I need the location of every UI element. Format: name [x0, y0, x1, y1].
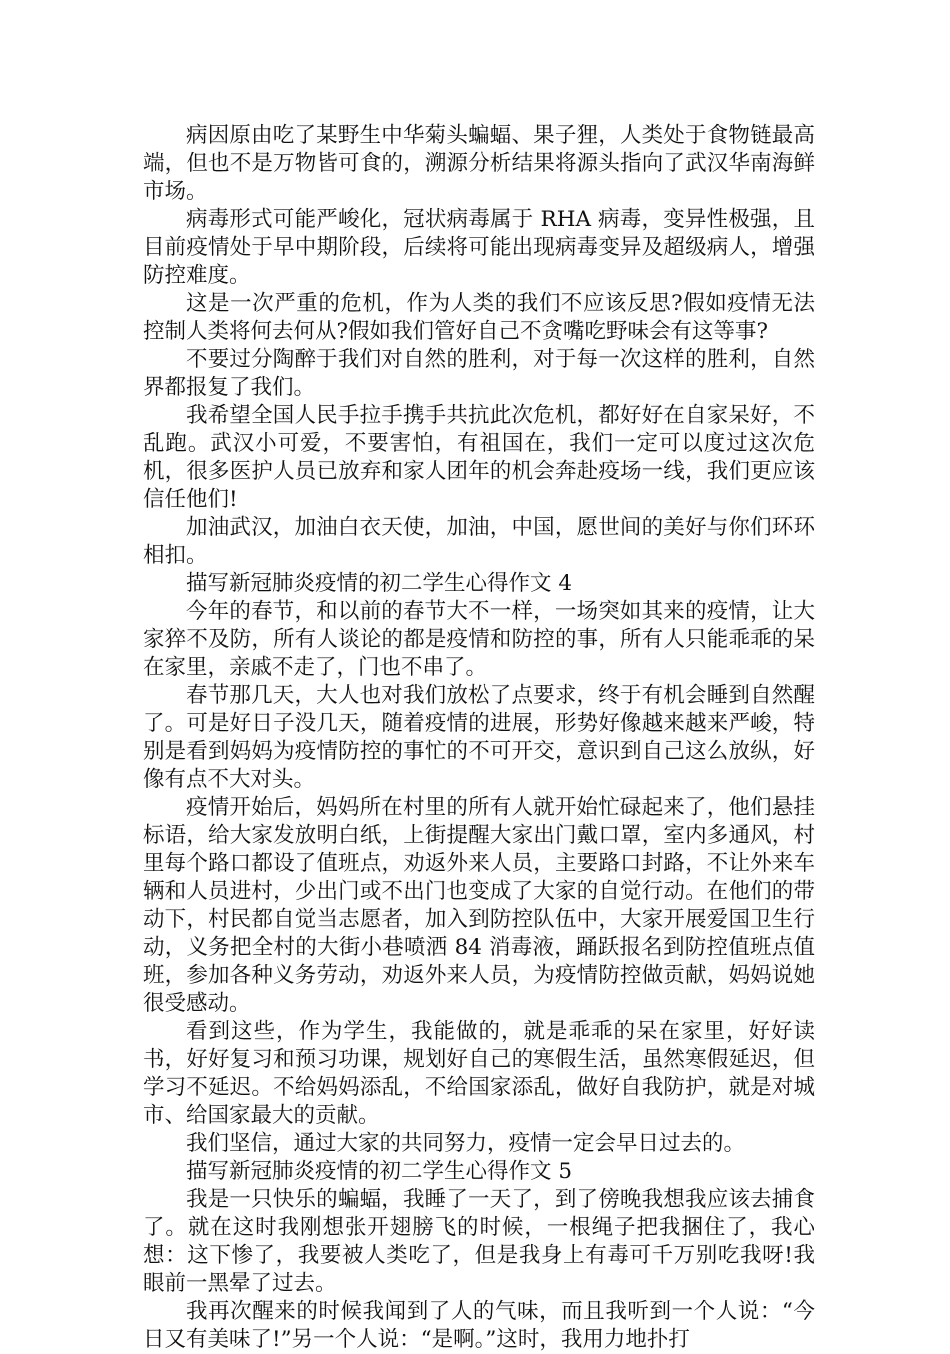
paragraph: 我是一只快乐的蝙蝠，我睡了一天了，到了傍晚我想我应该去捕食了。就在这时我刚想张开翅膀飞的时候，一根绳子把我捆住了，我心想：这下惨了，我要被人类吃了，但是我身上有毒可千万别吃我呀!我眼前一黑晕了过去。 — [143, 1187, 815, 1296]
paragraph: 我们坚信，通过大家的共同努力，疫情一定会早日过去的。 — [186, 1131, 746, 1156]
essay-5-heading: 描写新冠肺炎疫情的初二学生心得作文 5 — [186, 1159, 573, 1184]
paragraph: 病因原由吃了某野生中华菊头蝙蝠、果子狸，人类处于食物链最高端，但也不是万物皆可食的，溯源分析结果将源头指向了武汉华南海鲜市场。 — [143, 123, 815, 204]
paragraph: 疫情开始后，妈妈所在村里的所有人就开始忙碌起来了，他们悬挂标语，给大家发放明白纸，上街提醒大家出门戴口罩，室内多通风，村里每个路口都设了值班点，劝返外来人员，主要路口封路，不让外来车辆和人员进村，少出门或不出门也变成了大家的自觉行动。在他们的带动下，村民都自觉当志愿者，加入到防控队伍中，大家开展爱国卫生行动，义务把全村的大街小巷喷洒 84 消毒液，踊跃报名到防控值班点值班，参加各种义务劳动，劝返外来人员，为疫情防控做贡献，妈妈说她很受感动。 — [143, 795, 815, 1016]
paragraph: 不要过分陶醉于我们对自然的胜利，对于每一次这样的胜利，自然界都报复了我们。 — [143, 347, 815, 400]
paragraph: 我希望全国人民手拉手携手共抗此次危机，都好好在自家呆好，不乱跑。武汉小可爱，不要害怕，有祖国在，我们一定可以度过这次危机，很多医护人员已放弃和家人团年的机会奔赴疫场一线，我们更应该信任他们! — [143, 403, 815, 512]
paragraph: 加油武汉，加油白衣天使，加油，中国，愿世间的美好与你们环环相扣。 — [143, 515, 815, 568]
paragraph: 春节那几天，大人也对我们放松了点要求，终于有机会睡到自然醒了。可是好日子没几天，随着疫情的进展，形势好像越来越来严峻，特别是看到妈妈为疫情防控的事忙的不可开交，意识到自己这么放纵，好像有点不大对头。 — [143, 683, 815, 792]
paragraph: 病毒形式可能严峻化，冠状病毒属于 RHA 病毒，变异性极强，且目前疫情处于早中期阶段，后续将可能出现病毒变异及超级病人，增强防控难度。 — [143, 207, 815, 288]
paragraph: 这是一次严重的危机，作为人类的我们不应该反思?假如疫情无法控制人类将何去何从?假如我们管好自己不贪嘴吃野味会有这等事? — [143, 291, 815, 344]
paragraph: 今年的春节，和以前的春节大不一样，一场突如其来的疫情，让大家猝不及防，所有人谈论的都是疫情和防控的事，所有人只能乖乖的呆在家里，亲戚不走了，门也不串了。 — [143, 599, 815, 680]
paragraph: 看到这些，作为学生，我能做的，就是乖乖的呆在家里，好好读书，好好复习和预习功课，规划好自己的寒假生活，虽然寒假延迟，但学习不延迟。不给妈妈添乱，不给国家添乱，做好自我防护，就是对城市、给国家最大的贡献。 — [143, 1019, 815, 1128]
essay-body — [143, 122, 815, 1354]
paragraph: 我再次醒来的时候我闻到了人的气味，而且我听到一个人说：“今日又有美味了!”另一个人说：“是啊。”这时，我用力地扑打 — [143, 1299, 815, 1352]
essay-4-heading: 描写新冠肺炎疫情的初二学生心得作文 4 — [186, 571, 573, 596]
